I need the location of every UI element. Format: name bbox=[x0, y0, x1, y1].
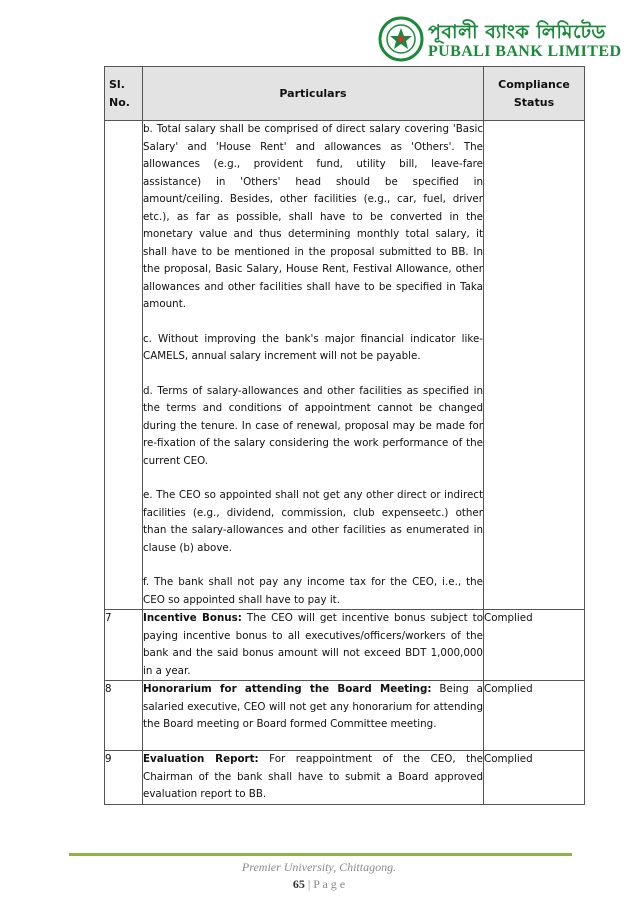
row-sl-number: 7 bbox=[105, 610, 143, 681]
table-row-continued bbox=[105, 121, 585, 610]
row-particulars bbox=[143, 610, 484, 681]
table-row bbox=[105, 610, 585, 681]
row-sl-number: 9 bbox=[105, 751, 143, 805]
header-sl-no: Sl. No. bbox=[105, 67, 143, 121]
clause-b: b. Total salary shall be comprised of direct salary covering 'Basic Salary' and 'House Rent' and allowances as 'Others'. The allowances (e.g., provident fund, utility bill, leave-fare assistance) in 'Others' head should be specified in amount/ceiling. Besides, other facilities (e.g., car, fuel, driver etc.), as far as possible, shall have to be converted in the monetary value and thus determining monthly total salary, it shall have to be mentioned in the proposal submitted to BB. In the proposal, Basic Salary, House Rent, Festival Allowance, other allowances and other facilities shall have to be specified in Taka amount. bbox=[143, 123, 483, 310]
table-row bbox=[105, 751, 585, 805]
row-sl-number: 8 bbox=[105, 681, 143, 751]
row-compliance-status: Complied bbox=[484, 681, 585, 751]
row-title: Incentive Bonus: bbox=[143, 612, 242, 624]
continued-sl-cell bbox=[105, 121, 143, 610]
clause-e: e. The CEO so appointed shall not get any other direct or indirect facilities (e.g., dividend, commission, club expenseetc.) other than the salary-allowances and other facilities as enumerated in clause (b) above. bbox=[143, 489, 483, 554]
row-title: Evaluation Report: bbox=[143, 753, 259, 765]
footer-institution: Premier University, Chittagong. bbox=[241, 860, 397, 874]
clause-f: f. The bank shall not pay any income tax for the CEO, i.e., the CEO so appointed shall have to pay it. bbox=[143, 576, 483, 606]
row-text: For reappointment of the CEO, the Chairman of the bank shall have to submit a Board approved evaluation report to BB. bbox=[143, 753, 484, 800]
compliance-table bbox=[104, 66, 585, 805]
bank-emblem-icon bbox=[378, 16, 424, 62]
bank-name-english: PUBALI BANK LIMITED bbox=[428, 43, 622, 60]
row-particulars bbox=[143, 681, 484, 751]
continued-particulars-cell bbox=[143, 121, 484, 610]
row-particulars bbox=[143, 751, 484, 805]
footer-page-number bbox=[0, 877, 638, 892]
row-compliance-status: Complied bbox=[484, 751, 585, 805]
row-compliance-status: Complied bbox=[484, 610, 585, 681]
page-number: 65 bbox=[292, 877, 305, 891]
table-header-row bbox=[105, 67, 585, 121]
header-compliance-status: Compliance Status bbox=[484, 67, 585, 121]
page-label: | P a g e bbox=[307, 877, 346, 891]
footer-divider bbox=[69, 853, 572, 856]
table-row bbox=[105, 681, 585, 751]
row-title: Honorarium for attending the Board Meeting: bbox=[143, 683, 432, 695]
clause-d: d. Terms of salary-allowances and other facilities as specified in the terms and conditions of appointment cannot be changed during the tenure. In case of renewal, proposal may be made for re-fixation of the salary considering the work performance of the current CEO. bbox=[143, 384, 483, 467]
bank-logo bbox=[378, 16, 622, 66]
bank-name-bengali: পূবালী ব্যাংক লিমিটেড bbox=[428, 21, 606, 43]
row-text: The CEO will get incentive bonus subject to paying incentive bonus to all executives/officers/workers of the bank and the said bonus amount will not exceed BDT 1,000,000 in a year. bbox=[143, 612, 483, 677]
header-particulars: Particulars bbox=[143, 67, 484, 121]
row-text: Being a salaried executive, CEO will not get any honorarium for attending the Board meeting or Board formed Committee meeting. bbox=[143, 683, 483, 730]
clause-c: c. Without improving the bank's major financial indicator like- CAMELS, annual salary increment will not be payable. bbox=[143, 332, 483, 362]
continued-status-cell bbox=[484, 121, 585, 610]
